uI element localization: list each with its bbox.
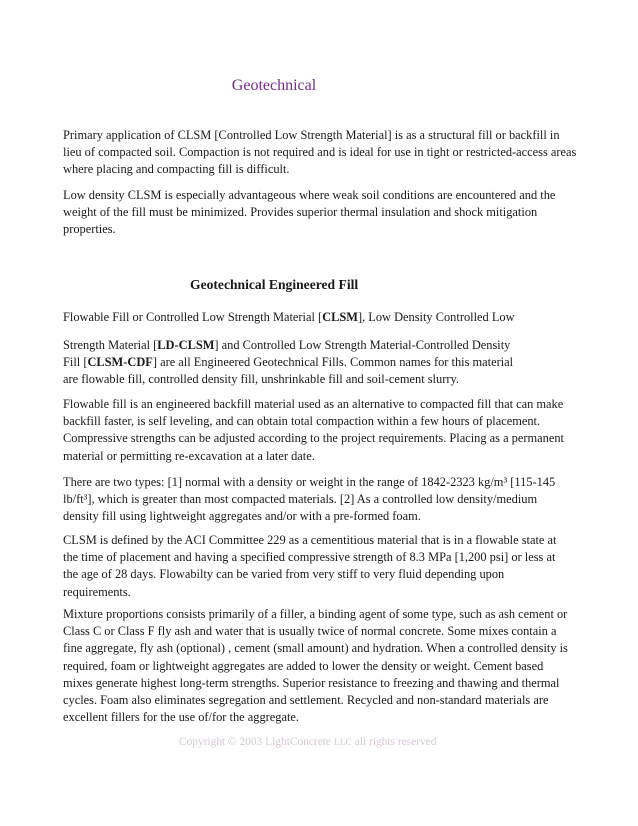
footer-llc: LLC xyxy=(333,737,352,748)
text-line: There are two types: [1] normal with a density or weight in the range of 1842-2323 kg/m³ [115-145 xyxy=(63,475,556,489)
text-line: mixes generate highest long-term strengths. Superior resistance to freezing and thawing and thermal xyxy=(63,675,560,690)
footer-text: Copyright © 2003 LightConcrete xyxy=(179,736,334,748)
text-run: Fill [ xyxy=(63,355,88,370)
text-line: requirements. xyxy=(63,584,131,599)
text-line: lb/ft³], which is greater than most compacted materials. [2] As a controlled low density/medium xyxy=(63,492,538,507)
text-line: required, foam or lightweight aggregates are added to lower the density or weight. Cement based xyxy=(63,658,544,673)
section-paragraph-2 xyxy=(63,337,588,389)
text-line: lieu of compacted soil. Compaction is not required and is ideal for use in tight or restricted-access areas xyxy=(63,145,577,160)
text-line: cycles. Foam also eliminates segregation and settlement. Recycled and non-standard materials are xyxy=(63,693,549,708)
text-line: weight of the fill must be minimized. Provides superior thermal insulation and shock mitigation xyxy=(63,205,538,220)
text-line: the time of placement and having a specified compressive strength of 8.3 MPa [1,200 psi] or less at xyxy=(63,550,556,565)
section-paragraph-1 xyxy=(63,309,588,326)
text-line: density fill using lightweight aggregates and/or with a pre-formed foam. xyxy=(63,509,421,524)
text-run: ] and Controlled Low Strength Material-Controlled Density xyxy=(214,338,511,352)
intro-paragraph-2 xyxy=(63,187,588,239)
text-line: material or permitting re-excavation at a later date. xyxy=(63,448,315,463)
text-line: Flowable fill is an engineered backfill material used as an alternative to compacted fill that can make xyxy=(63,397,564,411)
section-subtitle: Geotechnical Engineered Fill xyxy=(190,277,359,292)
text-line xyxy=(63,337,588,354)
text-run: ], Low Density Controlled Low xyxy=(357,310,515,324)
text-line: properties. xyxy=(63,222,116,237)
section-paragraph-5 xyxy=(63,532,588,601)
text-run: Strength Material [ xyxy=(63,338,158,352)
text-line: Mixture proportions consists primarily of a filler, a binding agent of some type, such as ash cement or xyxy=(63,607,568,621)
text-run: ] are all Engineered Geotechnical Fills. Common names for this material xyxy=(152,355,514,370)
text-line xyxy=(63,354,588,371)
intro-paragraph-1 xyxy=(63,127,588,179)
text-line: fine aggregate, fly ash (optional) , cement (small amount) and hydration. When a controlled density is xyxy=(63,641,568,656)
text-line: CLSM is defined by the ACI Committee 229 as a cementitious material that is in a flowable state at xyxy=(63,533,557,547)
bold-term: LD-CLSM xyxy=(157,338,215,352)
bold-term: CLSM-CDF xyxy=(87,355,153,370)
text-line: Low density CLSM is especially advantageous where weak soil conditions are encountered and the xyxy=(63,188,556,202)
footer-text: all rights reserved xyxy=(351,736,437,748)
text-line: Compressive strengths can be adjusted according to the project requirements. Placing as a permanent xyxy=(63,431,564,446)
section-paragraph-3 xyxy=(63,396,588,465)
text-line: Primary application of CLSM [Controlled Low Strength Material] is as a structural fill or backfill in xyxy=(63,128,560,142)
section-paragraph-6 xyxy=(63,606,588,726)
copyright-footer xyxy=(179,736,436,748)
text-line: Class C or Class F fly ash and water that is usually twice of normal concrete. Some mixes contain a xyxy=(63,624,557,639)
page-title: Geotechnical xyxy=(231,77,317,94)
text-line: are flowable fill, controlled density fill, unshrinkable fill and soil-cement slurry. xyxy=(63,372,459,387)
section-paragraph-4 xyxy=(63,474,588,526)
text-line xyxy=(63,309,588,326)
text-run: Flowable Fill or Controlled Low Strength Material [ xyxy=(63,310,323,324)
bold-term: CLSM xyxy=(322,310,358,324)
text-line: where placing and compacting fill is difficult. xyxy=(63,162,290,177)
text-line: the age of 28 days. Flowabilty can be varied from very stiff to very fluid depending upon xyxy=(63,567,505,582)
text-line: backfill faster, is self leveling, and can obtain total compaction within a few hours of placement. xyxy=(63,414,541,429)
text-line: excellent fillers for the use of/for the aggregate. xyxy=(63,710,300,725)
